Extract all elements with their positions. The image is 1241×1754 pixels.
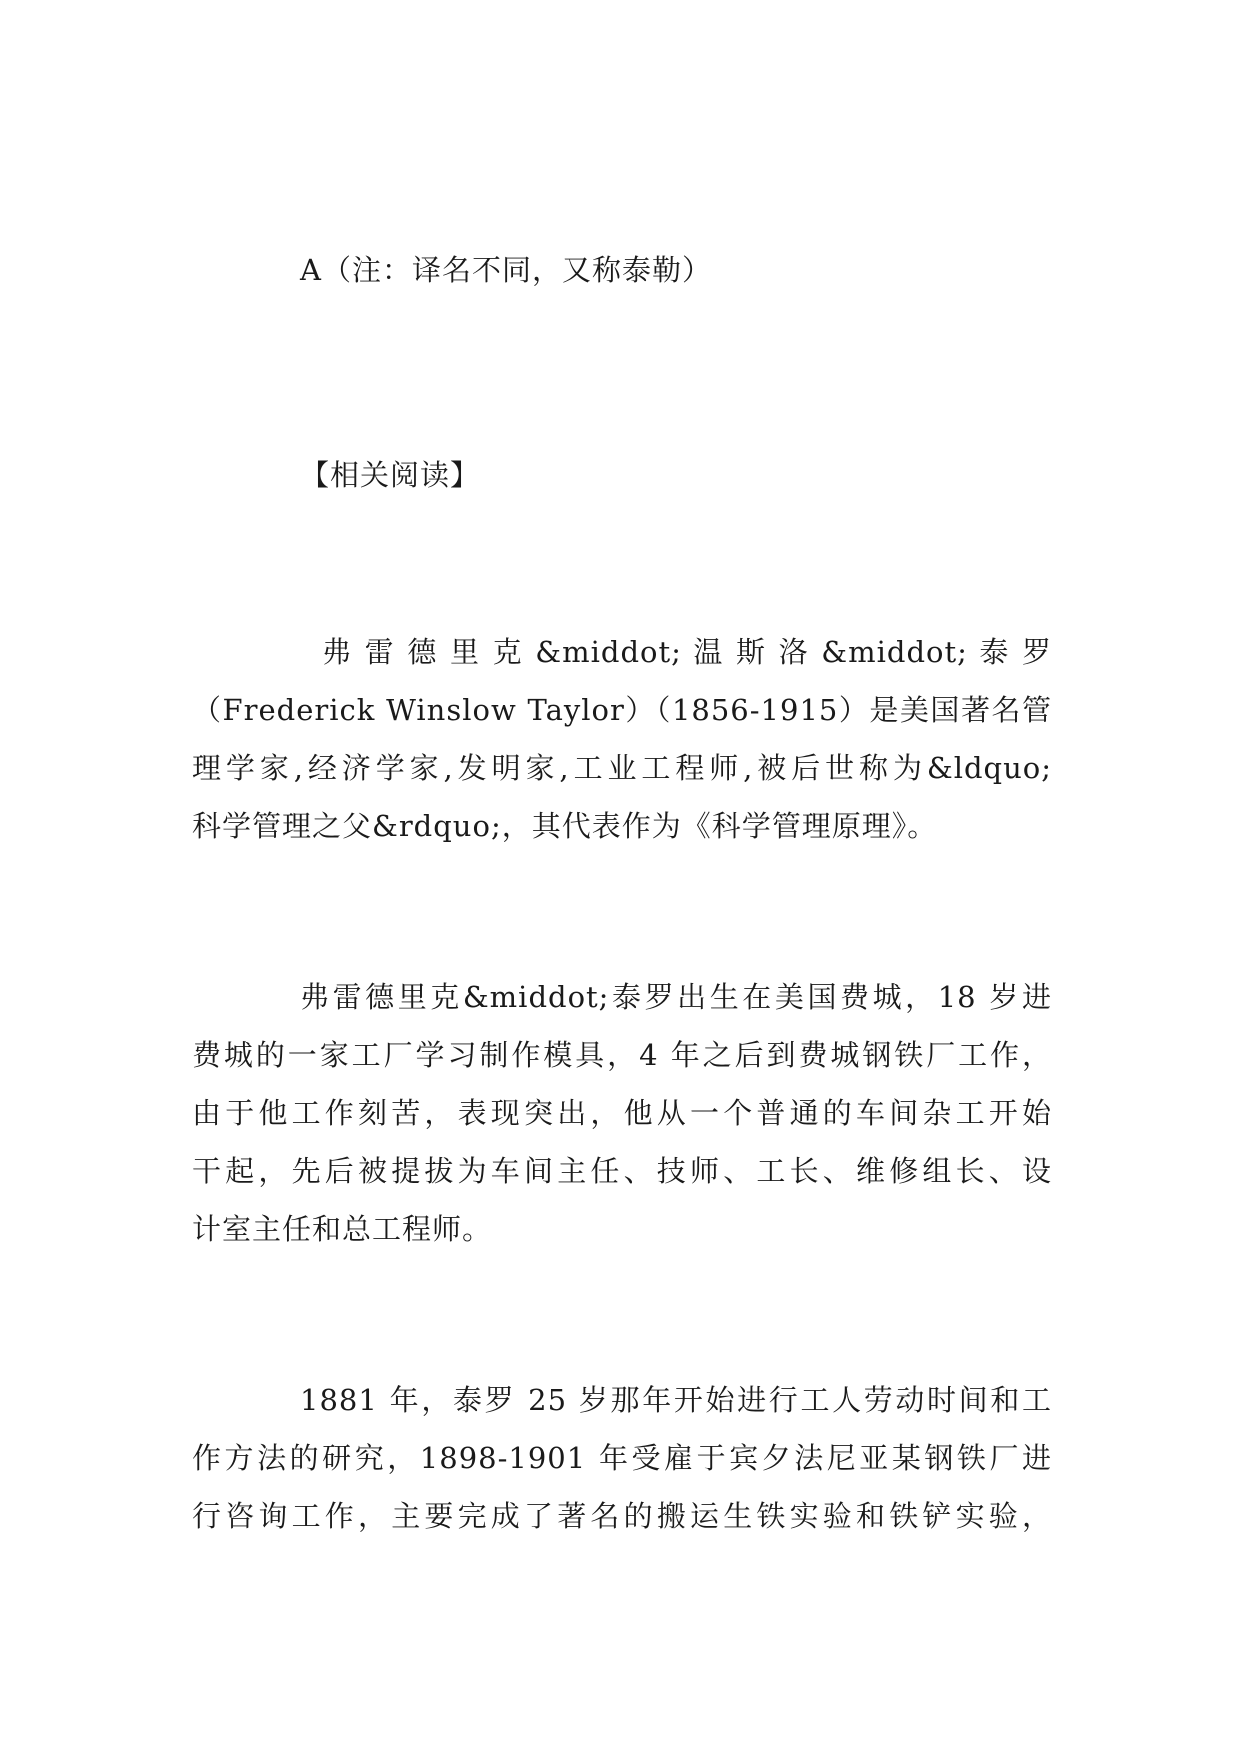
paragraph-line: 计室主任和总工程师。 — [192, 1212, 493, 1246]
paragraph-line: 弗 雷 德 里 克 &middot; 温 斯 洛 &middot; 泰 罗 — [322, 635, 1052, 669]
related-reading-heading: 【相关阅读】 — [300, 458, 481, 492]
paragraph-line: 弗雷德里克&middot;泰罗出生在美国费城，18 岁进 — [300, 980, 1052, 1014]
translation-note: A（注：译名不同，又称泰勒） — [300, 253, 712, 287]
paragraph-line: 作方法的研究，1898-1901 年受雇于宾夕法尼亚某钢铁厂进 — [192, 1441, 1052, 1475]
paragraph-line: 理学家,经济学家,发明家,工业工程师,被后世称为&ldquo; — [192, 751, 1052, 785]
paragraph-line: 由于他工作刻苦，表现突出，他从一个普通的车间杂工开始 — [192, 1096, 1052, 1130]
paragraph-line: 行咨询工作，主要完成了著名的搬运生铁实验和铁铲实验， — [192, 1499, 1052, 1533]
paragraph-line: 1881 年，泰罗 25 岁那年开始进行工人劳动时间和工 — [300, 1383, 1052, 1417]
paragraph-line: 费城的一家工厂学习制作模具，4 年之后到费城钢铁厂工作， — [192, 1038, 1052, 1072]
paragraph-line: （Frederick Winslow Taylor）（1856-1915）是美国著名管 — [192, 693, 1052, 727]
paragraph-line: 科学管理之父&rdquo;，其代表作为《科学管理原理》。 — [192, 809, 938, 843]
paragraph-line: 干起，先后被提拔为车间主任、技师、工长、维修组长、设 — [192, 1154, 1052, 1188]
